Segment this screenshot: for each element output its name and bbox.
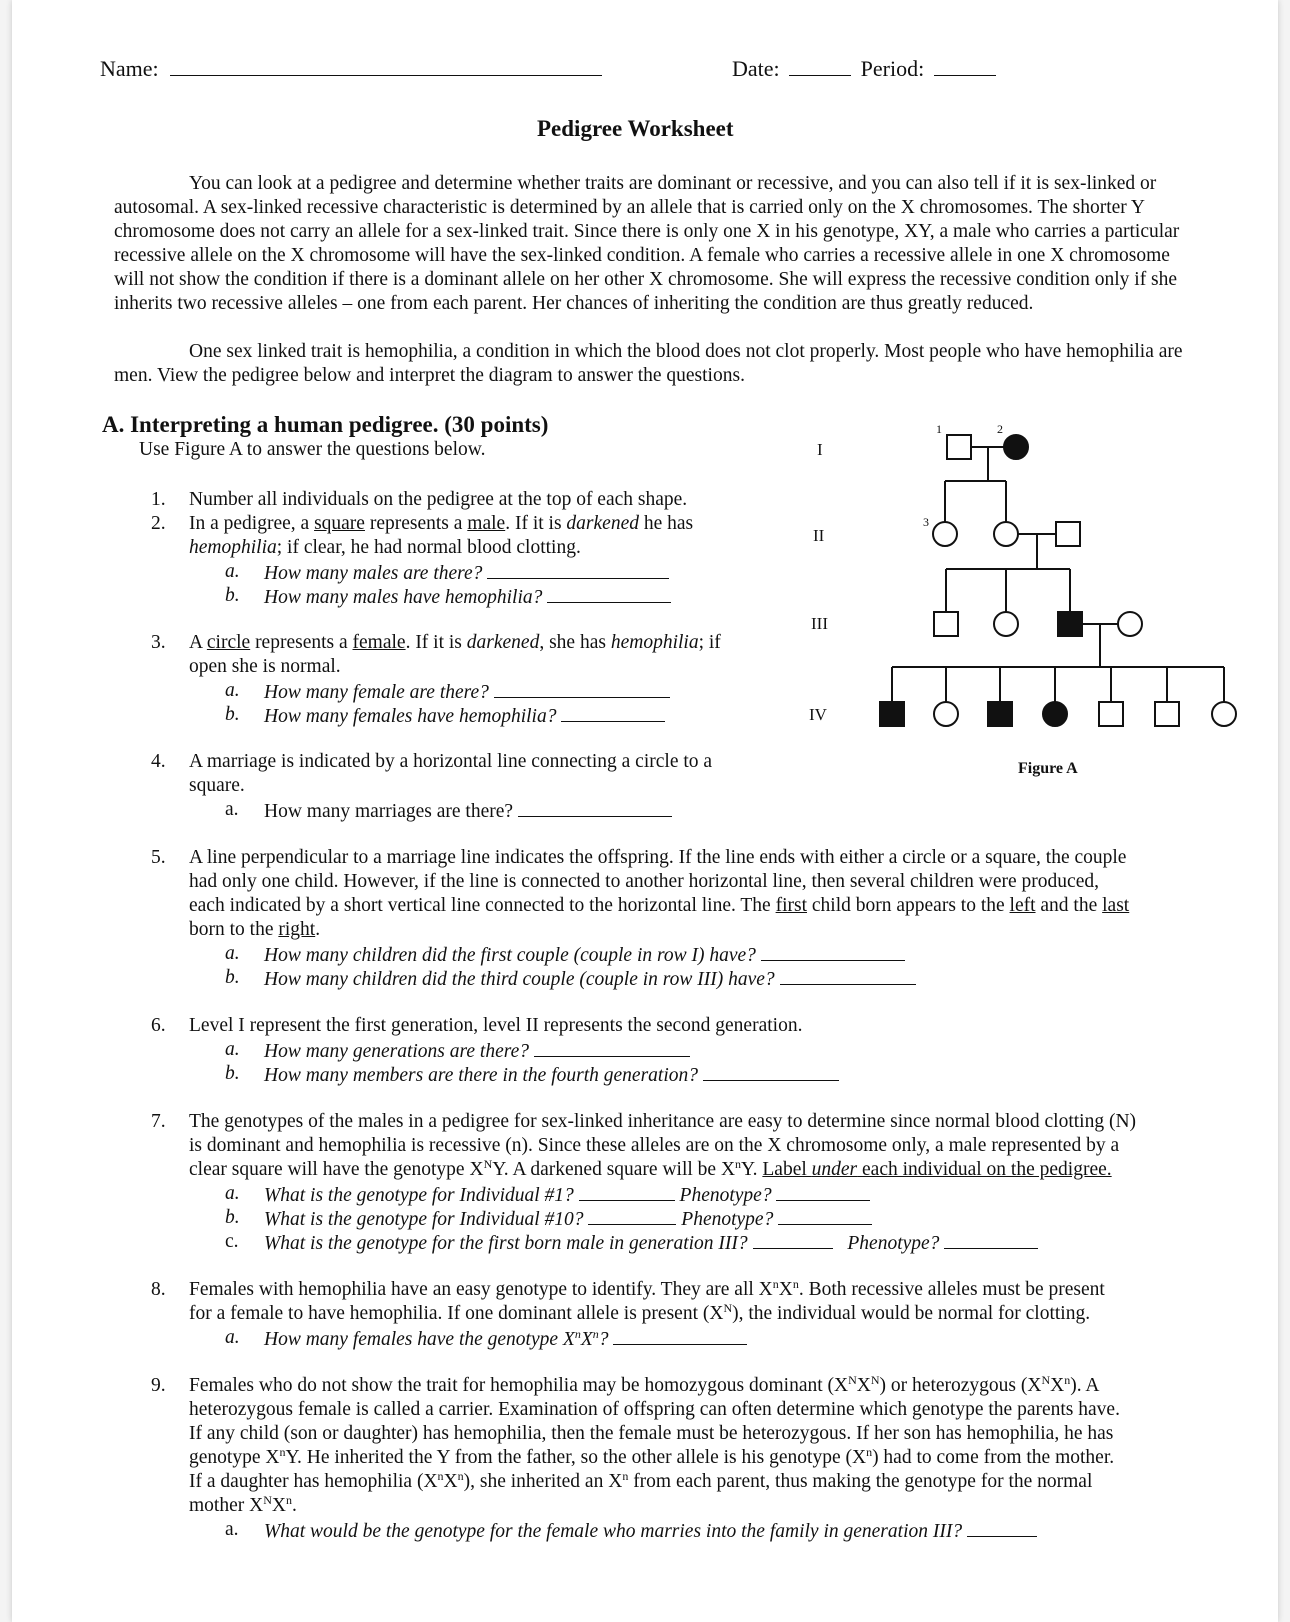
q2-text: . If it is [505,513,567,534]
q7-under-term: under [811,1159,858,1180]
q4a-line [264,798,672,824]
q2-number: 2. [151,513,166,534]
q5-line-2: had only one child. However, if the line is connected to another horizontal line, then several children were produced, [189,871,1099,892]
q8-text: Females with hemophilia have an easy genotype to identify. They are all X [189,1279,773,1300]
q7c-letter: c. [225,1231,239,1252]
q5a-line [264,942,905,968]
q2-text: he has [638,513,694,534]
individual-number-label: 3 [923,515,929,529]
generation-label-III: III [811,614,828,633]
q8-sup-N: N [723,1301,733,1315]
q7b-genotype-blank[interactable] [588,1206,676,1225]
male-symbol [1155,702,1179,726]
q7b-line [264,1206,872,1232]
section-a-heading: A. Interpreting a human pedigree. (30 points) [102,412,549,437]
q7a-line [264,1182,870,1208]
female-symbol [994,612,1018,636]
q7-text: clear square will have the genotype X [189,1159,484,1180]
affected-female-symbol [1004,435,1028,459]
generation-label-II: II [813,526,825,545]
q4-line-1: A marriage is indicated by a horizontal line connecting a circle to a [189,751,713,772]
q5-left-term: left [1009,895,1036,916]
q7-label-instruction: Label [762,1159,812,1180]
q5-number: 5. [151,847,166,868]
q8-sup-n: n [772,1277,779,1291]
q7b-text: What is the genotype for Individual #10? [264,1209,584,1230]
q9-line-2: heterozygous female is called a carrier. Examination of offspring can often determine which genotype the parents have. [189,1399,1120,1420]
name-label: Name: [100,56,159,81]
q3b-letter: b. [225,704,240,725]
figure-caption: Figure A [1018,760,1078,777]
q9-sup-N: N [848,1373,857,1387]
male-symbol [1099,702,1123,726]
q3-darkened-term: darkened [466,632,540,653]
female-symbol [1212,702,1236,726]
q9-text: from each parent, thus making the genotype for the normal [628,1471,1093,1492]
q8-text: . Both recessive alleles must be present [798,1279,1105,1300]
q3-text: A [189,632,207,653]
q9-sup-n: n [622,1469,629,1483]
q5-text: child born appears to the [807,895,1010,916]
q6b-letter: b. [225,1063,240,1084]
q5-text: and the [1035,895,1103,916]
q7-line-1: The genotypes of the males in a pedigree for sex-linked inheritance are easy to determine since normal blood clotting (N) [189,1111,1137,1132]
q8-text: for a female to have hemophilia. If one dominant allele is present (X [189,1303,724,1324]
q9-text: ). A [1070,1375,1100,1396]
q7a-text: What is the genotype for Individual #1? [264,1185,574,1206]
q9a-text: What would be the genotype for the female who marries into the family in generation III? [264,1521,963,1542]
q9-line-3: If any child (son or daughter) has hemophilia, then the female must be heterozygous. If her son has hemophilia, he has [189,1423,1114,1444]
q6-number: 6. [151,1015,166,1036]
male-symbol [947,435,971,459]
q2-text: In a pedigree, a [189,513,315,534]
q9a-line [264,1518,1037,1544]
q7-sup-N: N [483,1157,493,1171]
generation-label-IV: IV [809,705,827,724]
q8a-letter: a. [225,1327,240,1348]
q4a-answer-blank[interactable] [518,798,672,817]
q2-hemophilia-term: hemophilia [189,537,277,558]
q3-text: represents a [250,632,353,653]
q9-text: X [443,1471,458,1492]
q8-sup-n: n [792,1277,799,1291]
q9-text: Females who do not show the trait for hemophilia may be homozygous dominant (X [189,1375,849,1396]
q7c-text: What is the genotype for the first born male in generation III? [264,1233,748,1254]
q7-text: Y. [741,1159,763,1180]
q3b-text: How many females have hemophilia? [264,706,557,727]
q8-text: X [778,1279,793,1300]
q5b-letter: b. [225,967,240,988]
female-symbol [934,702,958,726]
q5-text: born to the [189,919,279,940]
q7-text: Y. A darkened square will be X [492,1159,736,1180]
affected-female-symbol [1043,702,1067,726]
q5-right-term: right [278,919,316,940]
q6a-line [264,1038,690,1064]
q9-text: . [291,1495,297,1516]
affected-male-symbol [880,702,904,726]
q5-text: . [315,919,321,940]
q9-text: mother X [189,1495,264,1516]
q5b-answer-blank[interactable] [780,966,916,985]
q8a-sup-n: n [574,1327,581,1341]
q3-number: 3. [151,632,166,653]
q3-text: ; if [698,632,721,653]
q9-sup-n: n [866,1445,873,1459]
q7a-phenotype-blank[interactable] [776,1182,870,1201]
q7c-genotype-blank[interactable] [753,1230,833,1249]
q7-line-3 [189,1158,1112,1182]
q9-line-6 [189,1494,297,1518]
worksheet-page [12,0,1278,1622]
q7-sup-n: n [735,1157,742,1171]
q9-sup-n: n [285,1493,292,1507]
q9-sup-n: n [1064,1373,1071,1387]
q9-sup-n: n [437,1469,444,1483]
q2-text: represents a [364,513,468,534]
q5a-text: How many children did the first couple (couple in row I) have? [264,945,756,966]
q7-label-instruction: each individual on the pedigree. [857,1159,1112,1180]
section-a-instruction: Use Figure A to answer the questions below. [139,439,486,460]
q2-darkened-term: darkened [566,513,639,534]
q7b-phenotype-label: Phenotype? [681,1209,774,1230]
q4a-text: How many marriages are there? [264,801,514,822]
q7c-phenotype-blank[interactable] [944,1230,1038,1249]
q9-text: genotype X [189,1447,280,1468]
male-symbol [934,612,958,636]
intro-paragraph-2: One sex linked trait is hemophilia, a condition in which the blood does not clot properly. Most people who have hemophilia are men. View the pedigree below and interpret the diagram to answer the questions. [114,341,1183,386]
q5-last-term: last [1102,895,1130,916]
q5b-line [264,966,916,992]
q4a-letter: a. [225,799,239,820]
q5-text: each indicated by a short vertical line connected to the horizontal line. The [189,895,776,916]
q8a-answer-blank[interactable] [613,1326,747,1345]
female-symbol [994,522,1018,546]
q2b-letter: b. [225,585,240,606]
q3-text: , she has [539,632,611,653]
q2-text: ; if clear, he had normal blood clotting. [276,537,581,558]
q7c-line [264,1230,1038,1256]
affected-male-symbol [988,702,1012,726]
affected-male-symbol [1058,612,1082,636]
q6a-text: How many generations are there? [264,1041,530,1062]
q9-number: 9. [151,1375,166,1396]
q5-line-3 [189,894,1129,918]
intro-paragraph-1: You can look at a pedigree and determine whether traits are dominant or recessive, and you can also tell if it is sex-linked or autosomal. A sex-linked recessive characteristic is determined by an allele that is carried only on the X chromosomes. The shorter Y chromosome does not carry an allele for a sex-linked trait. Since there is only one X in his genotype, XY, a male who carries a particular recessive allele on the X chromosome will have the sex-linked condition. A female who carries a recessive allele in one X chromosome will not show the condition if there is a dominant allele on her other X chromosome. She will express the recessive condition only if she inherits two recessive alleles – one from each parent. Her chances of inheriting the condition are thus greatly reduced. [114,173,1180,314]
pedigree-figure [12,0,1278,800]
q3-line-2: open she is normal. [189,656,341,677]
q2-male-term: male [467,513,506,534]
q9-text: Y. He inherited the Y from the father, so the other allele is his genotype (X [285,1447,867,1468]
q8a-text: X [580,1329,593,1350]
q7c-phenotype-label: Phenotype? [847,1233,940,1254]
q9-sup-N: N [870,1373,880,1387]
q9-text: ) or heterozygous (X [879,1375,1042,1396]
q7a-letter: a. [225,1183,240,1204]
q2-square-term: square [314,513,365,534]
q8a-sup-n: n [592,1327,599,1341]
q5a-letter: a. [225,943,240,964]
q9-text: X [856,1375,871,1396]
q9-text: ), she inherited an X [463,1471,623,1492]
q9-line-4 [189,1446,1114,1470]
q4-line-2: square. [189,775,245,796]
page-title: Pedigree Worksheet [537,116,734,141]
q2a-text: How many males are there? [264,563,483,584]
q1-text: Number all individuals on the pedigree at the top of each shape. [189,489,688,510]
q6a-answer-blank[interactable] [534,1038,690,1057]
q3-circle-term: circle [206,632,251,653]
q9a-answer-blank[interactable] [967,1518,1037,1537]
q3a-text: How many female are there? [264,682,489,703]
q2b-text: How many males have hemophilia? [264,587,543,608]
q8-number: 8. [151,1279,166,1300]
q6-line-1: Level I represent the first generation, level II represents the second generation. [189,1015,803,1036]
q9-text: X [1050,1375,1065,1396]
q9-sup-N: N [1041,1373,1051,1387]
q3-hemophilia-term: hemophilia [610,632,699,653]
female-symbol [1118,612,1142,636]
q9-text: If a daughter has hemophilia (X [189,1471,438,1492]
date-label: Date: [732,56,780,81]
q9-sup-N: N [263,1493,272,1507]
male-symbol [1056,522,1080,546]
q6b-answer-blank[interactable] [703,1062,839,1081]
q3a-letter: a. [225,680,240,701]
q5a-answer-blank[interactable] [761,942,905,961]
q3-text: . If it is [405,632,467,653]
q8-line-2 [189,1302,1090,1326]
q9-line-5 [189,1470,1092,1494]
q7a-phenotype-label: Phenotype? [679,1185,772,1206]
individual-number-label: 1 [936,422,942,436]
q9a-letter: a. [225,1519,239,1540]
q7-line-2: is dominant and hemophilia is recessive (n). Since these alleles are on the X chromosome only, a male represented by a [189,1135,1120,1156]
q7b-letter: b. [225,1207,240,1228]
q3-female-term: female [352,632,406,653]
q7-number: 7. [151,1111,166,1132]
q9-sup-n: n [457,1469,464,1483]
q9-line-1 [189,1374,1099,1398]
q8-text: ), the individual would be normal for clotting. [732,1303,1091,1324]
q9-text: X [271,1495,286,1516]
q8a-text: How many females have the genotype X [264,1329,575,1350]
generation-label-I: I [817,440,823,459]
q8-line-1 [189,1278,1105,1302]
q9-sup-n: n [279,1445,286,1459]
q7a-genotype-blank[interactable] [579,1182,675,1201]
q8a-line [264,1326,747,1352]
q6b-text: How many members are there in the fourth generation? [264,1065,698,1086]
q6a-letter: a. [225,1039,240,1060]
q5-first-term: first [775,895,808,916]
q7b-phenotype-blank[interactable] [778,1206,872,1225]
q6b-line [264,1062,839,1088]
q5-line-1: A line perpendicular to a marriage line indicates the offspring. If the line ends with either a circle or a square, the couple [189,847,1127,868]
q9-text: ) had to come from the mother. [872,1447,1115,1468]
q2a-letter: a. [225,561,240,582]
q5-line-4 [189,918,320,942]
individual-number-label: 2 [997,422,1003,436]
q1-number: 1. [151,489,166,510]
period-label: Period: [860,56,925,81]
q5b-text: How many children did the third couple (couple in row III) have? [264,969,775,990]
female-symbol [933,522,957,546]
q4-number: 4. [151,751,166,772]
q8a-text: ? [598,1329,609,1350]
